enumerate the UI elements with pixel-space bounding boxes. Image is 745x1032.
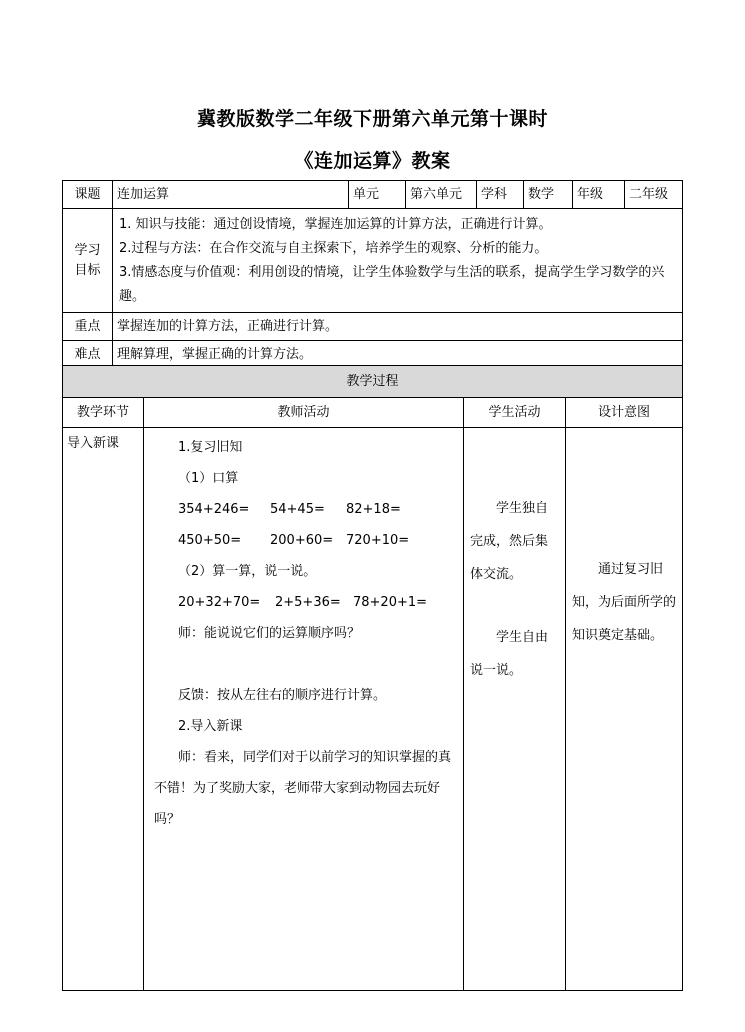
- goals-content: [113, 209, 683, 313]
- key-point-text: 掌握连加的计算方法，正确进行计算。: [113, 313, 683, 341]
- expr-row-2: [154, 525, 457, 556]
- difficulty-text: 理解算理，掌握正确的计算方法。: [113, 341, 683, 369]
- header-design: 设计意图: [566, 398, 683, 428]
- document-subtitle: 《连加运算》教案: [294, 150, 451, 172]
- expression: 78+20+1=: [353, 595, 428, 610]
- expression: 54+45=: [270, 502, 325, 517]
- grade-value: 二年级: [625, 181, 683, 209]
- topic-value: 连加运算: [113, 181, 349, 209]
- design-intent: [566, 428, 683, 991]
- goal-item: 2.过程与方法：在合作交流与自主探索下，培养学生的观察、分析的能力。: [119, 240, 548, 256]
- header-student: 学生活动: [464, 398, 566, 428]
- difficulty-label: 难点: [63, 341, 113, 369]
- calc-say-heading: （2）算一算，说一说。: [178, 564, 317, 579]
- header-stage: 教学环节: [63, 398, 144, 428]
- expression: 200+60=: [270, 533, 334, 548]
- expression: 82+18=: [346, 502, 401, 517]
- goals-label: [63, 209, 113, 313]
- topic-label: 课题: [63, 181, 113, 209]
- intro-heading: 2.导入新课: [178, 719, 243, 734]
- feedback: 反馈：按从左往右的顺序进行计算。: [178, 688, 387, 703]
- header-teacher: 教师活动: [144, 398, 464, 428]
- design-intent-text: 通过复习旧知，为后面所学的知识奠定基础。: [572, 562, 677, 643]
- stage-name: 导入新课: [67, 436, 120, 451]
- unit-value: 第六单元: [406, 181, 477, 209]
- review-heading: 1.复习旧知: [178, 440, 243, 455]
- student-activity: [464, 428, 566, 991]
- student-activity-2: 学生自由说一说。: [470, 630, 549, 678]
- expression: 20+32+70=: [178, 595, 261, 610]
- subject-value: 数学: [524, 181, 573, 209]
- lesson-info-table: [62, 180, 683, 369]
- grade-label: 年级: [573, 181, 625, 209]
- goals-label-line2: 目标: [74, 262, 101, 278]
- expression: 720+10=: [346, 533, 410, 548]
- goals-label-line1: 学习: [74, 242, 101, 258]
- expr-row-3: [154, 587, 457, 618]
- goal-item: 3.情感态度与价值观：利用创设的情境，让学生体验数学与生活的联系，提高学生学习数学的兴趣。: [119, 264, 665, 304]
- expression: 354+246=: [178, 502, 250, 517]
- intro-text: 师：看来，同学们对于以前学习的知识掌握的真不错！为了奖励大家，老师带大家到动物园去玩好吗？: [154, 750, 452, 827]
- expression: 2+5+36=: [275, 595, 341, 610]
- oral-calc-heading: （1）口算: [178, 471, 239, 486]
- goal-item: 1. 知识与技能：通过创设情境，掌握连加运算的计算方法，正确进行计算。: [119, 216, 552, 232]
- process-band: 教学过程: [63, 366, 683, 398]
- subject-label: 学科: [477, 181, 524, 209]
- teacher-question: 师：能说说它们的运算顺序吗？: [178, 626, 361, 641]
- stage-cell: [63, 428, 144, 991]
- student-activity-1: 学生独自完成，然后集体交流。: [470, 501, 549, 582]
- document-title: 冀教版数学二年级下册第六单元第十课时: [196, 108, 548, 130]
- expr-row-1: [154, 494, 457, 525]
- unit-label: 单元: [349, 181, 406, 209]
- teaching-process-table: [62, 365, 683, 991]
- key-point-label: 重点: [63, 313, 113, 341]
- expression: 450+50=: [178, 533, 242, 548]
- teacher-activity: [144, 428, 464, 991]
